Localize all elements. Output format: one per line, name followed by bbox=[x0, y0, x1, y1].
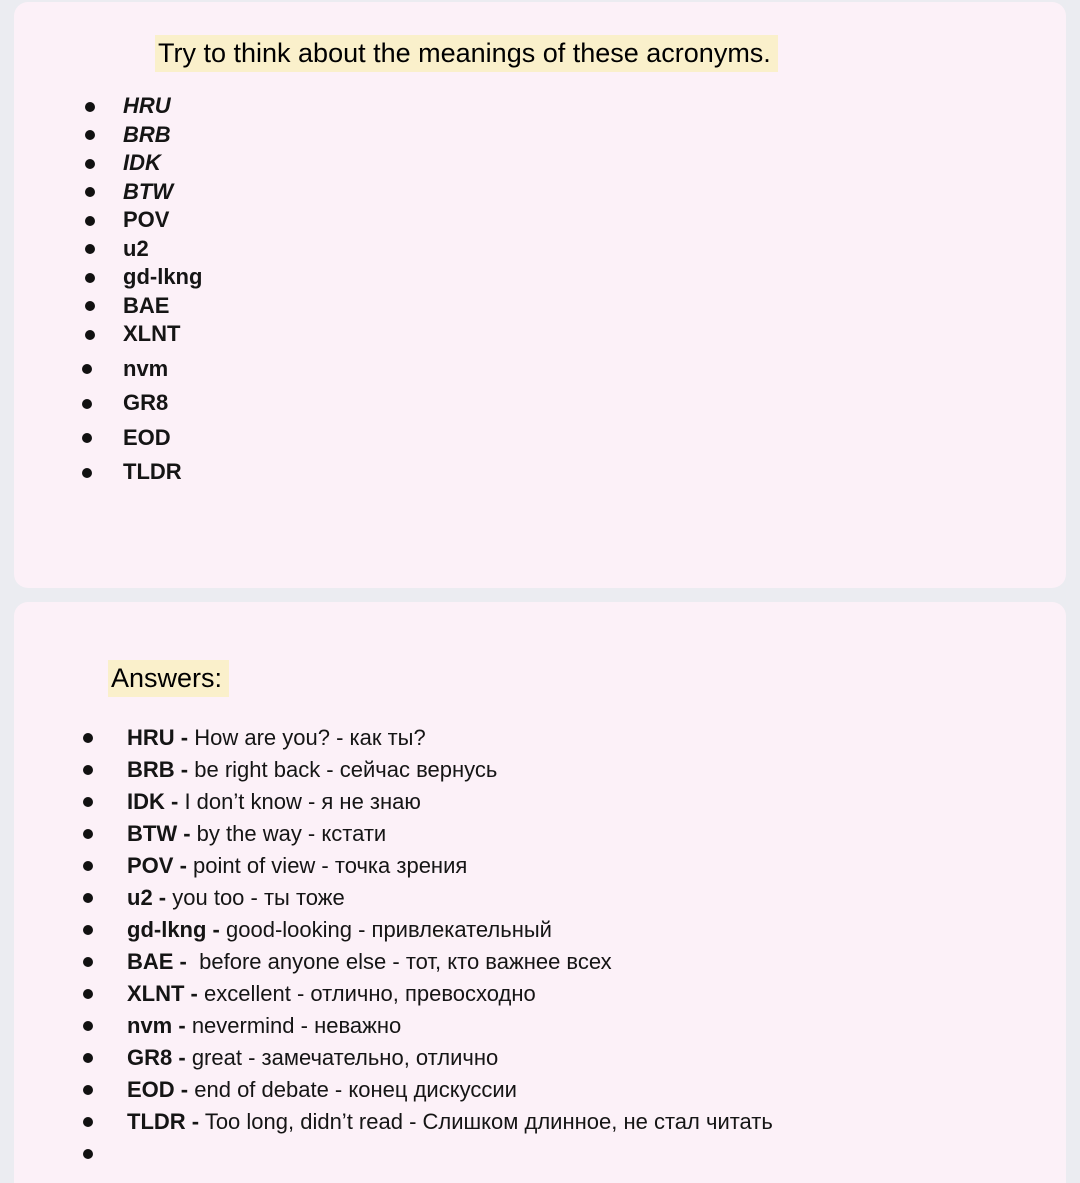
acronym-item: u2 bbox=[85, 235, 1066, 264]
answer-item bbox=[83, 914, 777, 946]
exercise-card bbox=[14, 2, 1066, 588]
answer-item bbox=[83, 754, 777, 786]
answer-item bbox=[83, 882, 777, 914]
acronym-item: XLNT bbox=[85, 320, 1066, 349]
answer-item bbox=[83, 1010, 777, 1042]
acronym-item: BTW bbox=[85, 178, 1066, 207]
answer-meaning: good-looking - привлекательный bbox=[226, 917, 552, 942]
answer-acronym: TLDR - bbox=[127, 1109, 200, 1134]
answer-meaning: you too - ты тоже bbox=[172, 885, 345, 910]
answer-acronym: u2 - bbox=[127, 885, 167, 910]
answer-item bbox=[83, 946, 777, 978]
acronym-item: TLDR bbox=[82, 455, 1066, 490]
answer-item bbox=[83, 1106, 777, 1138]
answer-item bbox=[83, 1074, 777, 1106]
acronym-item: nvm bbox=[82, 352, 1066, 387]
acronym-item: BAE bbox=[85, 292, 1066, 321]
acronym-list-secondary bbox=[14, 352, 1066, 490]
acronym-item: EOD bbox=[82, 421, 1066, 456]
answer-meaning: end of debate - конец дискуссии bbox=[194, 1077, 517, 1102]
answer-acronym: IDK - bbox=[127, 789, 179, 814]
answers-card bbox=[14, 602, 1066, 1183]
answer-acronym: BRB - bbox=[127, 757, 189, 782]
answer-meaning: I don’t know - я не знаю bbox=[184, 789, 421, 814]
answers-title bbox=[14, 602, 1066, 696]
acronym-item: POV bbox=[85, 206, 1066, 235]
answer-acronym: EOD - bbox=[127, 1077, 189, 1102]
answer-acronym: HRU - bbox=[127, 725, 189, 750]
answer-meaning: before anyone else - тот, кто важнее всех bbox=[193, 949, 612, 974]
answers-list bbox=[14, 722, 1066, 1170]
exercise-title-highlight: Try to think about the meanings of these acronyms. bbox=[155, 35, 778, 72]
acronym-item: HRU bbox=[85, 92, 1066, 121]
answer-meaning: by the way - кстати bbox=[196, 821, 387, 846]
answer-acronym: BTW - bbox=[127, 821, 191, 846]
acronym-item: IDK bbox=[85, 149, 1066, 178]
answer-item bbox=[83, 1042, 777, 1074]
answer-meaning: How are you? - как ты? bbox=[194, 725, 426, 750]
answer-item bbox=[83, 786, 777, 818]
answer-item bbox=[83, 978, 777, 1010]
answer-acronym: BAE - bbox=[127, 949, 187, 974]
acronym-item: gd-lkng bbox=[85, 263, 1066, 292]
exercise-title bbox=[14, 2, 1066, 70]
answer-acronym: GR8 - bbox=[127, 1045, 186, 1070]
answer-item bbox=[83, 722, 777, 754]
answer-meaning: great - замечательно, отлично bbox=[191, 1045, 499, 1070]
answer-meaning: nevermind - неважно bbox=[191, 1013, 402, 1038]
acronym-list-primary bbox=[14, 92, 1066, 349]
answer-acronym: XLNT - bbox=[127, 981, 198, 1006]
answer-item bbox=[83, 818, 777, 850]
answer-meaning: Too long, didn’t read - Слишком длинное, не стал читать bbox=[204, 1109, 773, 1134]
acronym-item: GR8 bbox=[82, 386, 1066, 421]
answer-item bbox=[83, 1138, 777, 1170]
answer-meaning: excellent - отлично, превосходно bbox=[204, 981, 536, 1006]
answer-meaning: point of view - точка зрения bbox=[193, 853, 468, 878]
answer-acronym: POV - bbox=[127, 853, 187, 878]
answers-title-highlight: Answers: bbox=[108, 660, 229, 697]
answer-meaning: be right back - сейчас вернусь bbox=[194, 757, 498, 782]
answer-acronym: nvm - bbox=[127, 1013, 186, 1038]
answer-item bbox=[83, 850, 777, 882]
acronym-item: BRB bbox=[85, 121, 1066, 150]
answer-acronym: gd-lkng - bbox=[127, 917, 220, 942]
